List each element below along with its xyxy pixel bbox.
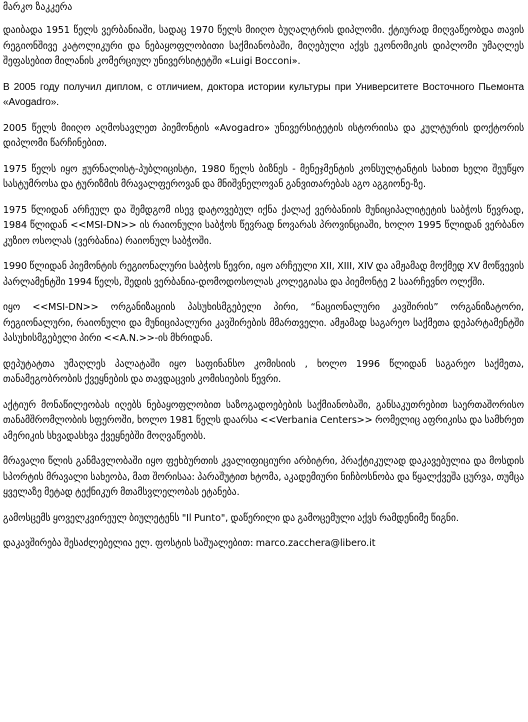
paragraph-journalism: 1975 წელს იყო ჟურნალისტ-პუბლიცისტი, 1980 წელს ბიზნეს - მენეჯმენტის კონსულტანტის სახით ხელი შეუწყო სასტუმროსა და ტურიზმის მრავალფეროვან და მნიშვნელოვან განვითარებას აგო აგგიონე-ზე. [3, 163, 524, 190]
paragraph-regional-council: 1990 წლიდან პიემონტის რეგიონალური საბჭოს წევრი, იყო არჩეული XII, XIII, XIV და ამჟამად მოქმედ XV მოწვევის პარლამენტში 1994 წელს, შედის ვერბანია-დომოდოსოლას კოლეგიასა და პიემონტე 2 საარჩევნო ოლქში. [3, 261, 524, 288]
paragraph-volunteer-work: აქტიურ მონაწილეობას იღებს ნებაყოფლობით საზოგადოებების საქმიანობაში, განსაკუთრებით საერთაშორისო თანამშრომლობის სფეროში, ხოლო 1981 წელს დაარსა <<Verbania Centers>> რომელიც აფრიკისა და სამხრეთ ამერიკის სხვადასხვა ქვეყნებში მოღვაწეობს. [3, 399, 524, 442]
paragraph-council-member: 1975 წლიდან არჩეულ და შემდგომ ისევ დატოვებულ იქნა ქალაქ ვერბანიის მუნიციპალიტეტის საბჭოს წევრად, 1984 წლიდან <<MSI-DN>> ის რაიონული საბჭოს წევრად ნოვარას პროვინციაში, ხოლო 1995 წლიდან ვერბანო კუზიო ოსოლას (ვერბანია) რაიონულ საბჭოში. [3, 204, 524, 247]
paragraph-sports: მრავალი წლის განმავლობაში იყო ფეხბურთის კვალიფიციური არბიტრი, პრაქტიკულად დაკავებულია და მოსდის სპორტის მრავალი სახეობა, მათ შორისაა: პარაშუტით ხტომა, აკადემიური ნიჩბოსნობა და წყალქვეშა ცურვა, თუმცა ყველაზე მეტად ტექნიკურ მთამსვლელობას ეტანება. [3, 456, 524, 498]
paragraph-contact: დაკავშირება შესაძლებელია ელ. ფოსტის საშუალებით: marco.zacchera@libero.it [3, 538, 376, 549]
paragraph-publications: გამოსცემს ყოველკვირეულ ბიულეტენს "Il Punto", დაწერილი და გამოცემული აქვს რამდენიმე წიგნი. [3, 512, 459, 524]
paragraph-russian-diploma: В 2005 году получил диплом, с отличием, доктора истории культуры при Университете Восточного Пьемонта «Avogadro». [3, 81, 524, 108]
document-title: მარკო ზაკკერა [3, 2, 73, 13]
paragraph-organization-roles: იყო <<MSI-DN>> ორგანიზაციის პასუხისმგებელი პირი, “ნაციონალური კავშირის” ორგანიზატორი, რეგიონალური, რაიონული და მუნიციპალური კავშირების მმართველი. ამჟამად საგარეო საქმეთა დეპარტამენტში პასუხისმგებელი პირი <<A.N.>>-ის მხრიდან. [3, 302, 524, 344]
paragraph-doctorate: 2005 წელს მიიღო აღმოსავლეთ პიემონტის «Avogadro» უნივერსიტეტის ისტორიისა და კულტურის დოქტორის დიპლომი წარჩინებით. [3, 122, 524, 149]
paragraph-chamber-commissions: დეპუტატთა უმაღლეს პალატაში იყო საფინანსო კომისიის , ხოლო 1996 წლიდან საგარეო საქმეთა, თანამეგობრობის ქვეყნების და თავდაცვის კომისიების წევრი. [3, 358, 524, 385]
paragraph-birth-education: დაიბადა 1951 წელს ვერბანიაში, სადაც 1970 წელს მიიღო ბუღალტრის დიპლომი. ქტიურად მიღვაწეობდა თავის რეგიონშივე კატოლიკური და ნებაყოფლობითი საქმიანობაში, მიღებული აქვს ეკონომიკის დიპლომი უმაღლეს შეფასებით მილანის კომერციულ უნივერსიტეტში «Luigi Bocconi». [3, 25, 524, 67]
